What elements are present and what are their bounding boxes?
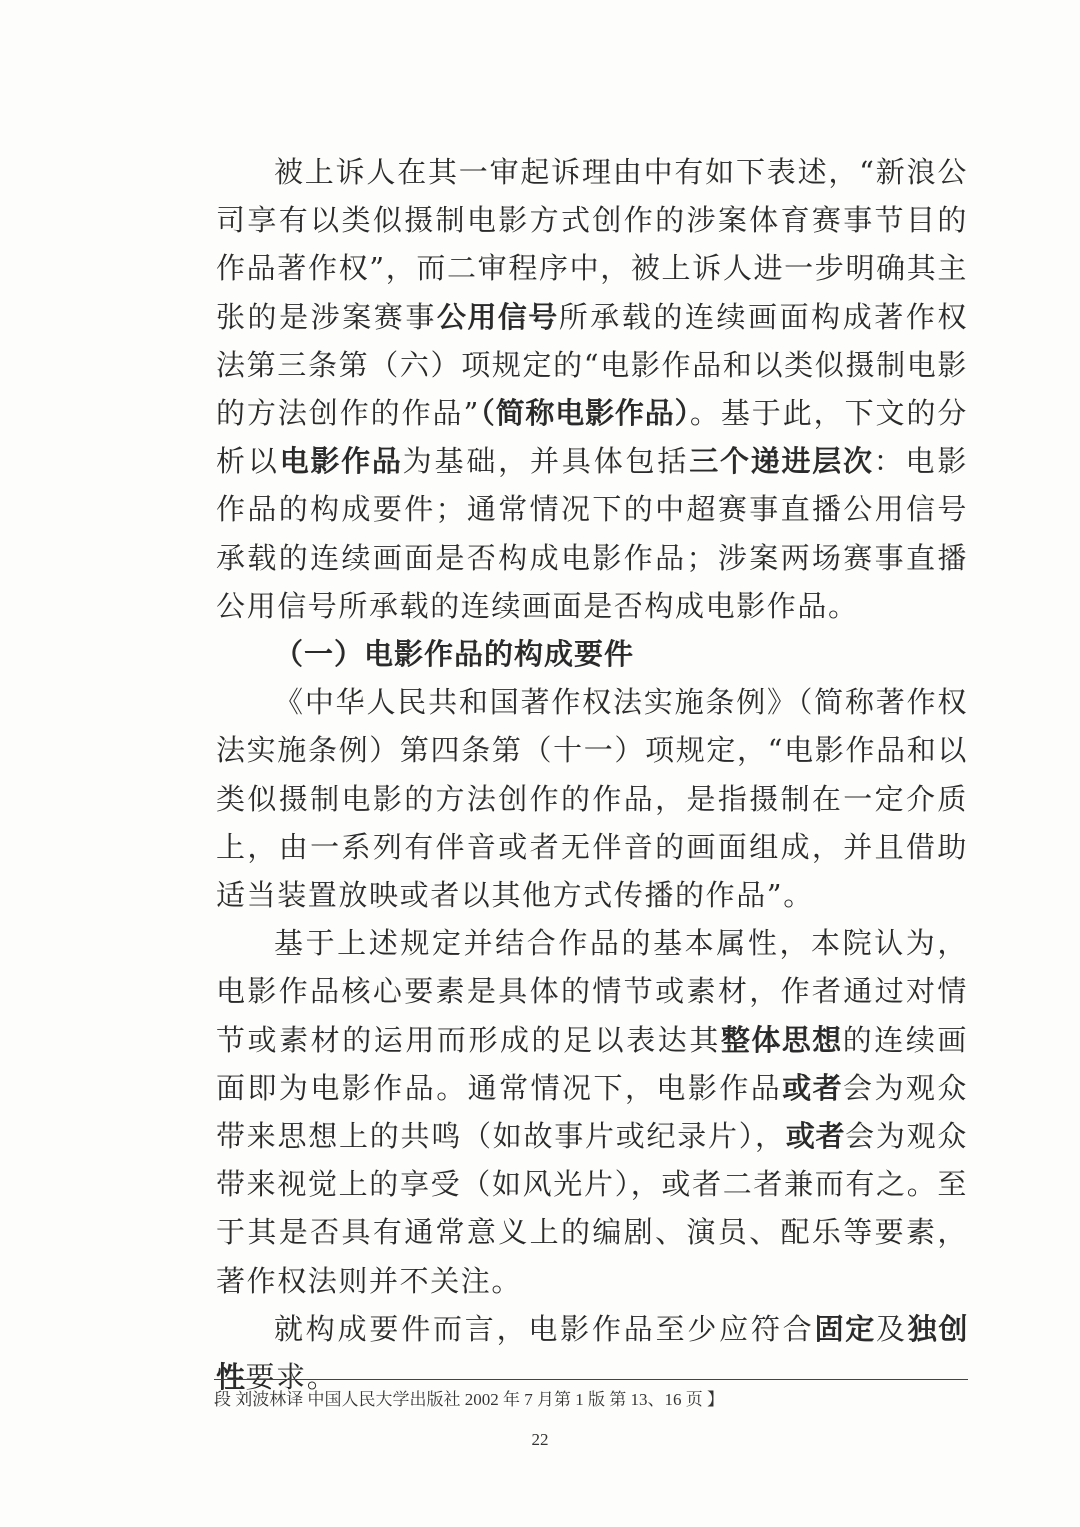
- bold-segment: 三个递进层次: [689, 444, 874, 479]
- footnote-divider: [214, 1379, 968, 1380]
- section-heading: [216, 630, 968, 678]
- bold-segment: 公用信号: [436, 299, 559, 334]
- bold-segment: 或者: [782, 1070, 844, 1105]
- bold-segment: 或者: [785, 1119, 846, 1154]
- text-segment: 基于上述规定并结合作品的基本属性，本院认为，电影作品核心要素是具体的情节或素材，作者通过对情节或素材的运用而形成的足以表达其: [216, 926, 968, 1057]
- footnote-text: 段 刘波林译 中国人民大学出版社 2002 年 7 月第 1 版 第 13、16 页 】: [214, 1390, 724, 1409]
- text-segment: 及: [875, 1311, 908, 1346]
- paragraph-requirements: [216, 1305, 968, 1401]
- bold-segment: （简称电影作品）: [479, 396, 690, 431]
- text-segment: 。基于此，下文的分析以: [216, 396, 968, 479]
- text-segment: 的连续画面即为电影作品。通常情况下，电影作品: [216, 1022, 968, 1105]
- paragraph-regulation: [216, 678, 968, 919]
- text-segment: 所承载的连续画面构成著作权法第三条第（六）项规定的“电影作品和以类似摄制电影的方法创作的作品”: [216, 299, 968, 431]
- text-segment: 为基础，并具体包括: [402, 444, 690, 479]
- bold-segment: 独创性: [216, 1311, 968, 1395]
- text-segment: ：电影作品的构成要件；通常情况下的中超赛事直播公用信号承载的连续画面是否构成电影作品；涉案两场赛事直播公用信号所承载的连续画面是否构成电影作品。: [216, 444, 968, 623]
- paragraph-intro: [216, 148, 968, 630]
- text-segment: 要求。: [245, 1360, 338, 1395]
- paragraph-analysis: [216, 919, 968, 1305]
- text-segment: 会为观众带来思想上的共鸣（如故事片或纪录片），: [216, 1070, 968, 1154]
- text-segment: 就构成要件而言，电影作品至少应符合: [274, 1311, 815, 1346]
- text-segment: 《中华人民共和国著作权法实施条例》（简称著作权法实施条例）第四条第（十一）项规定，“电影作品和以类似摄制电影的方法创作的作品，是指摄制在一定介质上，由一系列有伴音或者无伴音的画面组成，并且借助适当装置放映或者以其他方式传播的作品”。: [216, 685, 968, 913]
- bold-segment: 固定: [814, 1311, 876, 1346]
- bold-segment: 电影作品: [279, 444, 403, 479]
- page-number: 22: [531, 1430, 549, 1449]
- body-text: [216, 148, 968, 1401]
- bold-segment: 整体思想: [720, 1022, 843, 1057]
- text-segment: 被上诉人在其一审起诉理由中有如下表述，“新浪公司享有以类似摄制电影方式创作的涉案体育赛事节目的作品著作权”，而二审程序中，被上诉人进一步明确其主张的是涉案赛事: [216, 155, 968, 334]
- heading-text: （一）电影作品的构成要件: [274, 637, 635, 672]
- text-segment: 会为观众带来视觉上的享受（如风光片），或者二者兼而有之。至于其是否具有通常意义上的编剧、演员、配乐等要素，著作权法则并不关注。: [216, 1119, 968, 1298]
